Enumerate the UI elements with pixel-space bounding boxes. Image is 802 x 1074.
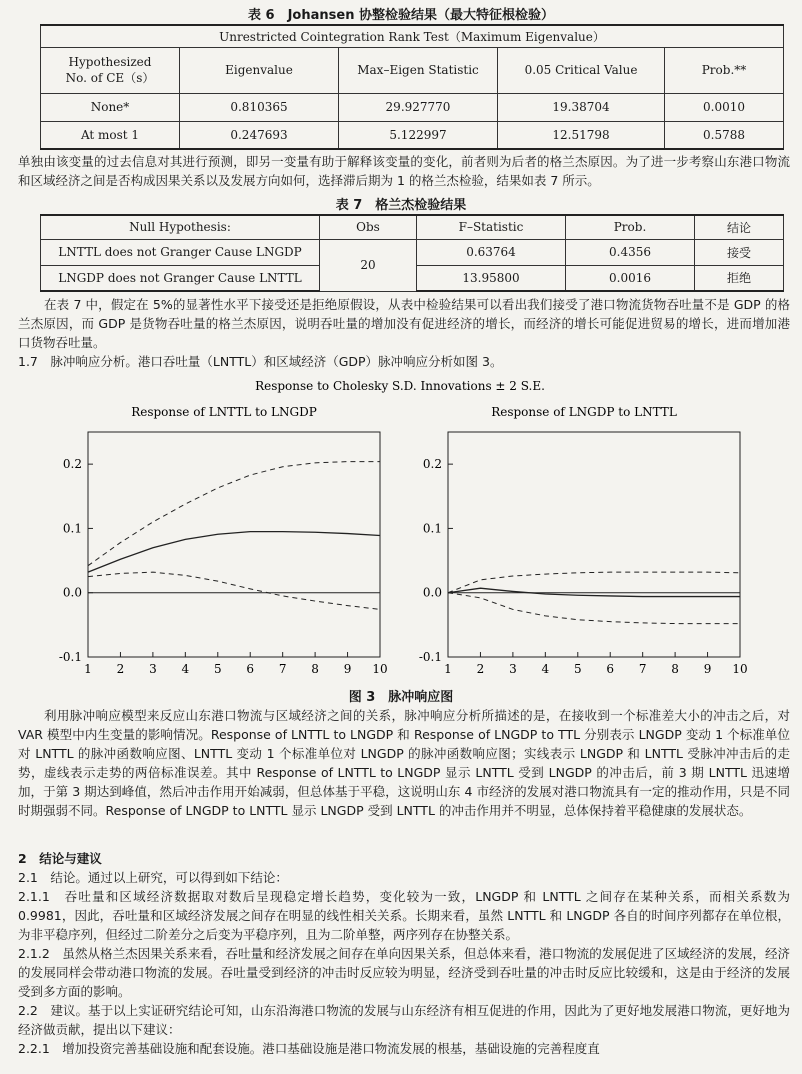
table6-cell: At most 1 bbox=[41, 121, 180, 149]
x-tick-label: 3 bbox=[509, 662, 517, 676]
table7-cell: 0.63764 bbox=[417, 239, 566, 265]
table7-cell: 接受 bbox=[695, 239, 784, 265]
table7-col-null: Null Hypothesis: bbox=[41, 215, 320, 239]
paragraph-table7-discussion: 在表 7 中，假定在 5%的显著性水平下接受还是拒绝原假设，从表中检验结果可以看出我们接受了港口物流货物吞吐量不是 GDP 的格兰杰原因，而 GDP 是货物吞吐量的格兰杰原因，说明吞吐量的增加没有促进经济的增长，而经济的增长可能促进贸易的增长，进而增加港口货物吞吐量。 bbox=[18, 297, 790, 350]
table6 bbox=[40, 24, 784, 150]
paragraph-granger-intro: 单独由该变量的过去信息对其进行预测，即另一变量有助于解释该变量的变化，前者则为后者的格兰杰原因。为了进一步考察山东港口物流和区域经济之间是否构成因果关系以及发展方向如何，选择滞后期为 1 的格兰杰检验，结果如表 7 所示。 bbox=[18, 154, 790, 188]
table6-caption: 表 6 Johansen 协整检验结果（最大特征根检验） bbox=[248, 8, 554, 23]
confidence-band-line bbox=[88, 572, 380, 609]
table6-header-span: Unrestricted Cointegration Rank Test（Maximum Eigenvalue） bbox=[41, 25, 784, 47]
impulse-response-figure bbox=[40, 372, 770, 702]
y-tick-label: 0.1 bbox=[62, 521, 82, 536]
table7-cell: 0.0016 bbox=[566, 265, 695, 291]
figure-caption: 图 3 脉冲响应图 bbox=[348, 690, 454, 705]
x-tick-label: 4 bbox=[181, 662, 190, 676]
table7-col-obs: Obs bbox=[320, 215, 417, 239]
table6-cell: 5.122997 bbox=[339, 121, 498, 149]
table6-col-prob: Prob.** bbox=[665, 47, 784, 93]
section-1-7: 1.7 脉冲响应分析。港口吞吐量（LNTTL）和区域经济（GDP）脉冲响应分析如图 3。 bbox=[18, 354, 503, 369]
table7-cell: 13.95800 bbox=[417, 265, 566, 291]
table7-col-conclusion: 结论 bbox=[695, 215, 784, 239]
x-tick-label: 5 bbox=[213, 662, 222, 676]
x-tick-label: 4 bbox=[541, 662, 550, 676]
y-tick-label: 0.0 bbox=[422, 585, 442, 600]
table7-obs-cell: 20 bbox=[320, 239, 417, 291]
x-tick-label: 8 bbox=[311, 662, 319, 676]
y-tick-label: -0.1 bbox=[58, 650, 82, 664]
panel-title: Response of LNTTL to LNGDP bbox=[131, 405, 317, 419]
table6-col-max-eigen: Max–Eigen Statistic bbox=[339, 47, 498, 93]
table6-cell: 12.51798 bbox=[498, 121, 665, 149]
x-tick-label: 1 bbox=[444, 662, 452, 676]
table7-cell: 拒绝 bbox=[695, 265, 784, 291]
x-tick-label: 9 bbox=[343, 662, 352, 676]
section-2-title: 2 结论与建议 bbox=[18, 851, 102, 866]
table6-cell: 0.0010 bbox=[665, 93, 784, 121]
table7-col-prob: Prob. bbox=[566, 215, 695, 239]
table-row bbox=[41, 121, 784, 149]
x-tick-label: 2 bbox=[476, 662, 485, 676]
section-2-2-1: 2.2.1 增加投资完善基础设施和配套设施。港口基础设施是港口物流发展的根基，基础设施的完善程度直 bbox=[18, 1041, 600, 1056]
y-tick-label: -0.1 bbox=[418, 650, 442, 664]
x-tick-label: 6 bbox=[246, 662, 255, 676]
x-tick-label: 6 bbox=[606, 662, 615, 676]
table-row bbox=[41, 239, 784, 265]
panel-frame bbox=[448, 432, 740, 657]
response-line bbox=[88, 532, 380, 573]
y-tick-label: 0.0 bbox=[62, 585, 82, 600]
paragraph-2-1-2: 2.1.2 虽然从格兰杰因果关系来看，吞吐量和经济发展之间存在单向因果关系，但总体来看，港口物流的发展促进了区域经济的发展，经济的发展同样会带动港口物流的发展。吞吐量受到经济的冲击时反应较为明显，经济受到吞吐量的冲击时反应比较缓和，这是由于经济的发展受到多方面的影响。 bbox=[18, 946, 790, 999]
x-tick-label: 10 bbox=[732, 662, 748, 676]
table7-cell: LNGDP does not Granger Cause LNTTL bbox=[41, 265, 320, 291]
table6-col-eigenvalue: Eigenvalue bbox=[180, 47, 339, 93]
x-tick-label: 9 bbox=[703, 662, 712, 676]
confidence-band-line bbox=[448, 593, 740, 624]
table7-cell: 0.4356 bbox=[566, 239, 695, 265]
section-2-1: 2.1 结论。通过以上研究，可以得到如下结论： bbox=[18, 870, 288, 885]
x-tick-label: 1 bbox=[84, 662, 92, 676]
y-tick-label: 0.2 bbox=[62, 457, 82, 472]
table6-cell: 29.927770 bbox=[339, 93, 498, 121]
x-tick-label: 7 bbox=[278, 662, 287, 676]
table7-cell: LNTTL does not Granger Cause LNGDP bbox=[41, 239, 320, 265]
paragraph-impulse-discussion: 利用脉冲响应模型来反应山东港口物流与区域经济之间的关系，脉冲响应分析所描述的是，在接收到一个标准差大小的冲击之后，对 VAR 模型中内生变量的影响情况。Response of LNTTL to LNGDP 和 Response of LNGDP to TTL 分别表示 LNGDP 变动 1 个标准单位对 LNTTL 的脉冲函数响应图、LNTTL 变动 1 个标准单位对 LNGDP 的脉冲函数响应图；实线表示 LNGDP 和 LNTTL 受脉冲冲击后的走势，虚线表示走势的两倍标准误差。其中 Response of LNTTL to LNGDP 显示 LNTTL 受到 LNGDP 的冲击后，前 3 期 LNTTL 迅速增加，于第 3 期达到峰值，然后冲击作用开始减弱，但总体基于平稳，这说明山东 4 市经济的发展对港口物流具有一定的推动作用，只是不同时期强弱不同。Response of LNGDP to LNTTL 显示 LNGDP 受到 LNTTL 的冲击作用并不明显，总体保持着平稳健康的发展状态。 bbox=[18, 708, 790, 818]
paragraph-2-1-1: 2.1.1 吞吐量和区域经济数据取对数后呈现稳定增长趋势，变化较为一致，LNGDP 和 LNTTL 之间存在某种关系，而相关系数为 0.9981，因此，吞吐量和区域经济发展之间存在明显的线性相关关系。长期来看，虽然 LNTTL 和 LNGDP 各自的时间序列都存在单位根，为非平稳序列，但经过二阶差分之后变为平稳序列，且为二阶单整，两序列存在协整关系。 bbox=[18, 889, 790, 942]
paragraph-2-2: 2.2 建议。基于以上实证研究结论可知，山东沿海港口物流的发展与山东经济有相互促进的作用，因此为了更好地发展港口物流，更好地为经济做贡献，提出以下建议： bbox=[18, 1003, 790, 1037]
x-tick-label: 10 bbox=[372, 662, 388, 676]
x-tick-label: 2 bbox=[116, 662, 125, 676]
confidence-band-line bbox=[88, 462, 380, 566]
x-tick-label: 3 bbox=[149, 662, 157, 676]
table7-caption: 表 7 格兰杰检验结果 bbox=[335, 198, 467, 213]
x-tick-label: 8 bbox=[671, 662, 679, 676]
table7 bbox=[40, 214, 784, 292]
y-tick-label: 0.2 bbox=[422, 457, 442, 472]
x-tick-label: 7 bbox=[638, 662, 647, 676]
y-tick-label: 0.1 bbox=[422, 521, 442, 536]
table6-cell: 19.38704 bbox=[498, 93, 665, 121]
x-tick-label: 5 bbox=[573, 662, 582, 676]
figure-supertitle: Response to Cholesky S.D. Innovations ± 2 S.E. bbox=[255, 379, 545, 393]
table6-cell: 0.247693 bbox=[180, 121, 339, 149]
table6-cell: 0.810365 bbox=[180, 93, 339, 121]
panel-title: Response of LNGDP to LNTTL bbox=[491, 405, 677, 419]
panel-frame bbox=[88, 432, 380, 657]
table-row bbox=[41, 93, 784, 121]
table6-col-hypothesized: Hypothesized No. of CE（s） bbox=[41, 47, 180, 93]
table6-cell: None* bbox=[41, 93, 180, 121]
table6-cell: 0.5788 bbox=[665, 121, 784, 149]
table7-col-fstat: F–Statistic bbox=[417, 215, 566, 239]
table6-col-critical: 0.05 Critical Value bbox=[498, 47, 665, 93]
